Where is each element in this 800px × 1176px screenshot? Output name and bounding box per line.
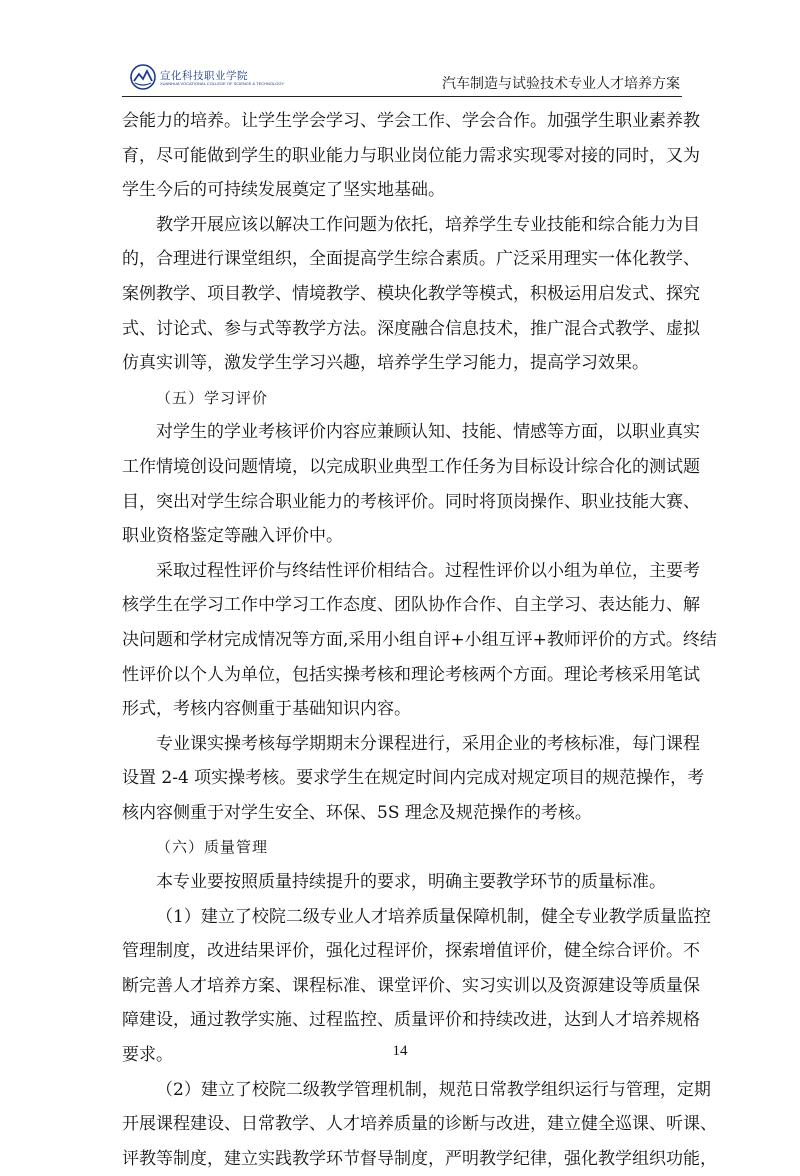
body-line: 学生今后的可持续发展奠定了坚实地基础。 (122, 180, 445, 201)
page-number: 14 (392, 1043, 408, 1059)
body-line: 本专业要按照质量持续提升的要求，明确主要教学环节的质量标准。 (156, 872, 666, 893)
section-heading: （六）质量管理 (156, 838, 269, 857)
body-line: 形式，考核内容侧重于基础知识内容。 (122, 699, 411, 720)
document-title: 汽车制造与试验技术专业人才培养方案 (442, 76, 680, 92)
section-heading: （五）学习评价 (156, 388, 269, 407)
body-line: 工作情境创设问题情境，以完成职业典型工作任务为目标设计综合化的测试题 (122, 456, 700, 477)
body-line: 决问题和学材完成情况等方面,采用小组自评+小组互评+教师评价的方式。终结 (122, 629, 717, 650)
body-line: （2）建立了校院二级教学管理机制，规范日常教学组织运行与管理，定期 (156, 1079, 711, 1100)
body-line: （1）建立了校院二级专业人才培养质量保障机制，健全专业教学质量监控 (156, 906, 711, 927)
body-line: 对学生的学业考核评价内容应兼顾认知、技能、情感等方面，以职业真实 (156, 422, 700, 443)
body-line: 评教等制度，建立实践教学环节督导制度，严明教学纪律，强化教学组织功能， (122, 1148, 717, 1169)
school-subtitle: XUANHUA VOCATIONAL COLLEGE OF SCIENCE & TECHNOLOGY (160, 81, 285, 86)
body-line: 式、讨论式、参与式等教学方法。深度融合信息技术，推广混合式教学、虚拟 (122, 318, 700, 339)
body-line: 核学生在学习工作中学习工作态度、团队协作合作、自主学习、表达能力、解 (122, 595, 700, 616)
body-line: 案例教学、项目教学、情境教学、模块化教学等模式，积极运用启发式、探究 (122, 283, 700, 304)
page-body (122, 104, 717, 1176)
body-line: 的，合理进行课堂组织，全面提高学生综合素质。广泛采用理实一体化教学、 (122, 249, 700, 270)
body-line: 要求。 (122, 1045, 173, 1066)
page-header (122, 62, 682, 97)
body-line: 教学开展应该以解决工作问题为依托，培养学生专业技能和综合能力为目 (156, 214, 700, 235)
body-line: 育，尽可能做到学生的职业能力与职业岗位能力需求实现零对接的同时，又为 (122, 145, 700, 166)
body-line: 设置 2-4 项实操考核。要求学生在规定时间内完成对规定项目的规范操作，考 (122, 768, 705, 789)
body-line: 职业资格鉴定等融入评价中。 (122, 526, 343, 547)
body-line: 会能力的培养。让学生学会学习、学会工作、学会合作。加强学生职业素养教 (122, 111, 700, 131)
body-line: 仿真实训等，激发学生学习兴趣，培养学生学习能力，提高学习效果。 (122, 353, 649, 374)
body-line: 管理制度，改进结果评价，强化过程评价，探索增值评价，健全综合评价。不 (122, 941, 700, 962)
school-name: 宣化科技职业学院 (160, 70, 248, 82)
body-line: 专业课实操考核每学期期末分课程进行，采用企业的考核标准，每门课程 (156, 733, 700, 754)
school-logo-icon (130, 64, 156, 90)
body-line: 开展课程建设、日常教学、人才培养质量的诊断与改进，建立健全巡课、听课、 (122, 1114, 717, 1135)
body-line: 断完善人才培养方案、课程标准、课堂评价、实习实训以及资源建设等质量保 (122, 975, 700, 996)
body-line: 性评价以个人为单位，包括实操考核和理论考核两个方面。理论考核采用笔试 (122, 664, 700, 685)
body-line: 核内容侧重于对学生安全、环保、5S 理念及规范操作的考核。 (122, 802, 592, 823)
body-line: 障建设，通过教学实施、过程监控、质量评价和持续改进，达到人才培养规格 (122, 1010, 700, 1031)
body-line: 目，突出对学生综合职业能力的考核评价。同时将顶岗操作、职业技能大赛、 (122, 491, 700, 512)
body-line: 采取过程性评价与终结性评价相结合。过程性评价以小组为单位，主要考 (156, 560, 700, 581)
